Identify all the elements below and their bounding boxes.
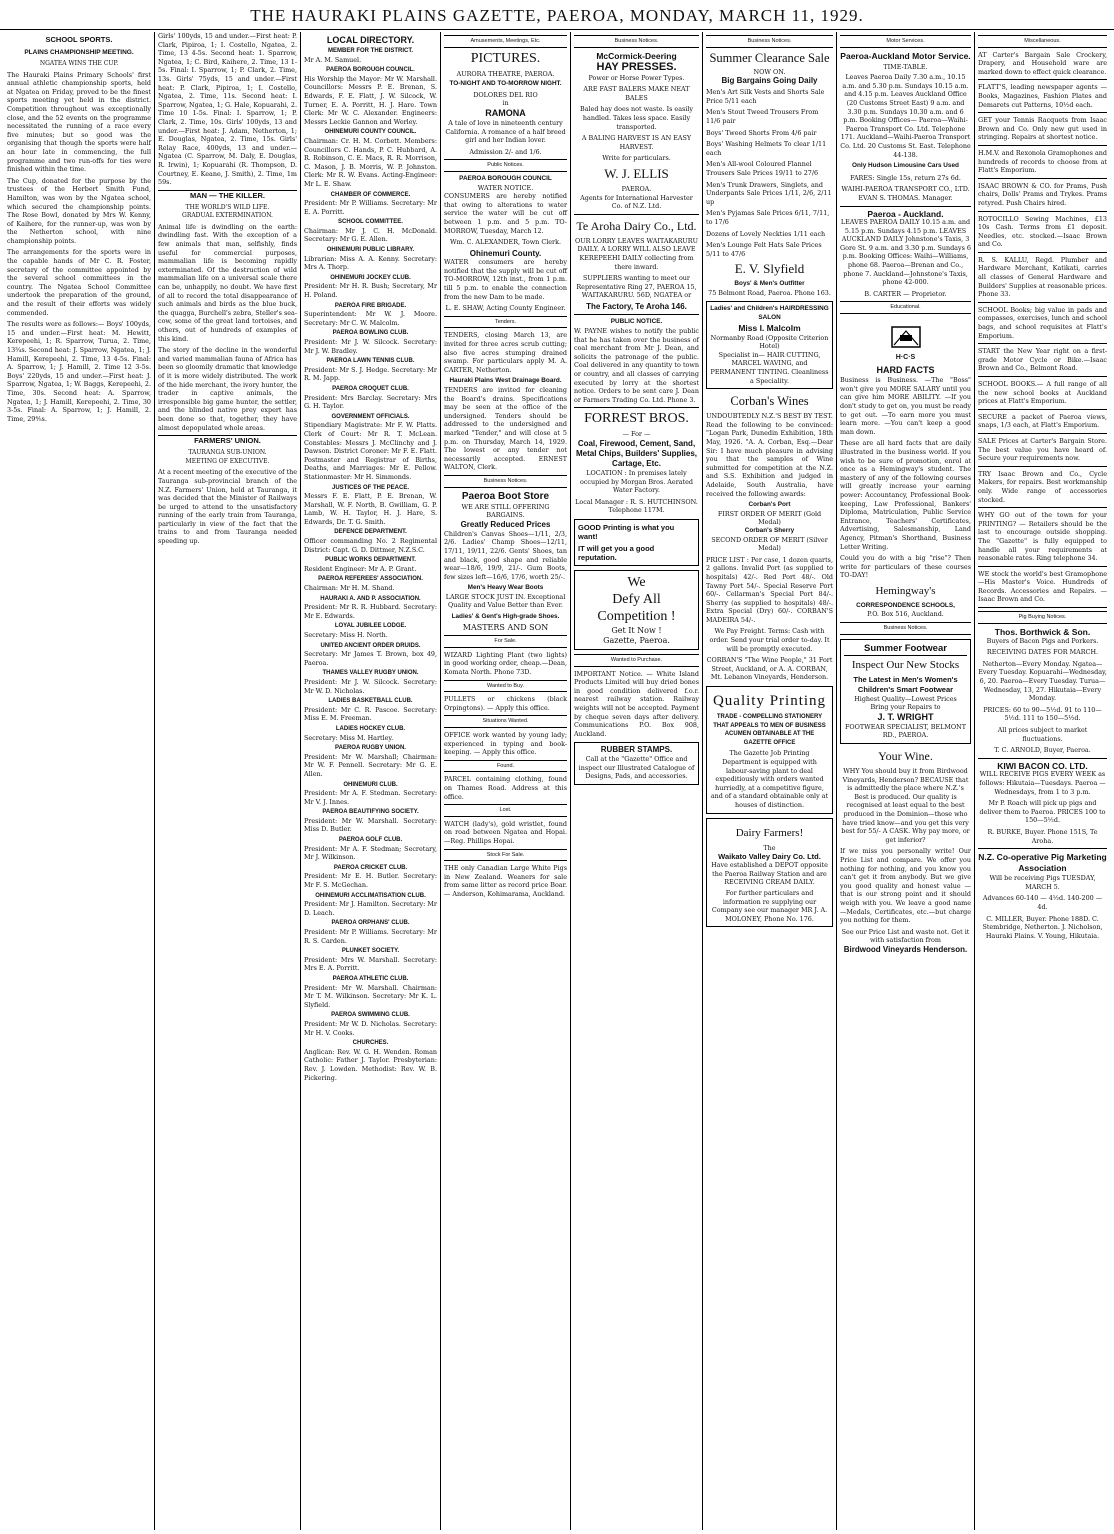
article-paragraph: The story of the decline in the wonderful and varied mammalian fauna of Africa has been so gloomily dramatic that knowledge of it is more widely distributed. The work of the hide merchant, the ivory hunter, the trader in captive animals, the irresponsible big game hunter, the settler, and the blinded native prey expert has been done so that, together, they have almost depopulated whole areas. [158,346,297,432]
ad-title: Thos. Borthwick & Son. [994,626,1091,637]
classified-item: R. S. KALLU, Regd. Plumber and Hardware Merchant, Katikati, carries all classes of General Hardware and Builders' Supplies at reasonable prices. Phone 33. [978,256,1107,303]
ad-text: Children's Canvas Shoes—1/11, 2/3, 2/6. Ladies' Champ Shoes—12/11, 17/11, 19/11, 22/6. Gents' Shoes, tan and black, good shape and reliable wear—18/6, 19/9, 21/-. Gum Boots, few sizes left—16/6, 17/6, worth 25/-. [444,529,567,581]
notice-title: Hauraki Plains West Drainage Board. [449,377,562,385]
ad-text: DOLORES DEL RIO [473,90,538,99]
directory-heading: OHINEMURI JOCKEY CLUB. [330,274,411,281]
classified-item: GET your Tennis Racquets from Isaac Brown and Co. Only new gut used in stringing. Repairs at shortest notice. [978,116,1107,146]
ad-text: PRICE LIST : Per case, 1 dozen quarts, 2 gallons. Invalid Port (as supplied to hospitals) 42/-. Red Port 48/-. Old Tawny Port 54/-. Special Reserve Port 60/-. Cellarman's Special Port 84/-. Sherry (as supplied to hospitals) 48/-. Extra Special (Dry) 60/-. CORBAN'S MADEIRA 54/-. [706,555,833,624]
column-business-2 [702,32,836,1530]
classified-text: IMPORTANT Notice. — White Island Products Limited will buy dried bones in good condition delivered f.o.r. nearest railway station. Railway weights will not be accepted. Payment by cheque seven days after delivery. Communications P.O. Box 908, Auckland. [574,669,699,738]
classified-text: PARCEL containing clothing, found on Thames Road. Address at this office. [444,775,567,801]
column-motor-educational [836,32,974,1530]
section-label: Tenders. [444,316,567,329]
directory-list [304,47,437,1082]
ad-title: Summer Footwear [844,643,967,656]
ad-pictures: PICTURES. [470,50,541,66]
directory-heading: PAEROA BOROUGH COUNCIL. [326,67,415,74]
article-paragraph: The Hauraki Plains Primary Schools' first annual athletic championship sports, held at Ngatea on Friday, proved to be the finest sports meeting yet held in the district. Competition throughout was exceptionally close, and the 52 events on the programme necessitated the running of a race every five minutes; but so good was the organising that though the sports were half an hour late in commencing, the full programme and two run-offs for ties were finished within the time. [7,70,151,174]
ad-text: See our Price List and waste not. Get it with satisfaction from [841,927,970,945]
ad-title: RUBBER STAMPS. [600,745,673,755]
ad-title: Quality Printing [712,693,827,710]
sale-item: Men's Lounge Felt Hats Sale Prices 5/11 to 47/6 [706,241,822,258]
section-label: Stock For Sale. [444,849,567,862]
newspaper-page [4,32,1110,1530]
ad-text: Get It Now ! [611,625,662,635]
directory-text: Resident Engineer: Mr A. P. Grant. [304,564,417,573]
ad-text: FARES: Single 15s, return 27s 6d. [850,173,961,182]
ad-text: The Factory, Te Aroha 146. [586,301,687,311]
ad-text: Call at the "Gazette" Office and inspect our Illustrated Catalogue of Designs, Pads, and accessories. [578,754,695,781]
classified-item: WE stock the world's best Gramophone—His Master's Voice. Hundreds of Records. Accessories and Repairs. — Isaac Brown and Co. [978,570,1107,608]
directory-heading: OHINEMURI PUBLIC LIBRARY. [326,247,415,254]
classified-item: START the New Year right on a first-grade Motor Cycle or Bike.—Isaac Brown and Co., Belmont Road. [978,347,1107,377]
ad-text: Ladies' and Children's HAIRDRESSING SALON [710,305,829,322]
notice-text: TENDERS are invited for cleaning the Board's drains. Specifications may be seen at the office of the undersigned. Tenders should be addressed to the undersigned and marked "Tender," and will close at 5 p.m. on Thursday, March 14, 1929. The lowest or any tender not necessarily accepted. ERNEST WALTON, Clerk. [444,386,567,472]
ad-text: LEAVES PAEROA DAILY 10.15 a.m. and 5.15 p.m. Sundays 4.15 p.m. LEAVES AUCKLAND DAILY Johnstone's Taxis, 3 Gore St. 9 a.m. and 3.30 p.m. Sundays 6 p.m. Booking Offices: Waihi—Williams, phone 68. Paeroa—Brenan and Co., phone 7. Auckland—Johnstone's Taxis, phone 42-000. [840,218,971,287]
ad-text: Write for particulars. [602,154,671,163]
ad-text: LARGE STOCK JUST IN. Exceptional Quality and Value Better than Ever. [445,592,566,610]
directory-heading: PAEROA BEAUTIFYING SOCIETY. [322,809,419,816]
section-label: Business Notices. [706,35,833,48]
article-paragraph: Animal life is dwindling on the earth: dwindling fast. With the exception of a few animals that man, selfishly, finds useful for commercial purposes, mammalian life is becoming rapidly exterminated. Of the destruction of wild mammalian life on a universal scale there can be, unhappily, no doubt. We have first of all to record the total disappearance of such animals and birds as the blue buck, the quagga, Burchell's zebra, Steller's sea-cow, some of the great land tortoises, and others, out of hundreds of examples of this kind. [158,222,297,343]
ad-text: SUPPLIERS wanting to meet our Representative Ring 27, PAEROA 15, WAITAKARURU. 56D, NGATEA or [576,274,697,300]
sale-list [706,88,833,258]
rubber-stamps-ad [574,742,699,784]
ad-text: The Gazette Job Printing Department is equipped with labour-saving plant to deal expeditiously with orders wanted hurriedly, at a competitive figure, and of a standard obtainable only at houses of distinction. [710,749,829,809]
directory-text: Secretary: Miss M. Hartley. [304,733,394,742]
ad-title: Corban's Wines [730,394,809,409]
ad-text: Gazette, Paeroa. [603,635,670,645]
ad-text: The Latest in Men's Women's Children's Smart Footwear [853,674,958,694]
ad-text: WAIHI-PAEROA TRANSPORT CO., LTD. [841,185,970,194]
article-title: SCHOOL SPORTS. [45,35,113,44]
ad-text: Big Bargains Going Daily [721,76,818,86]
directory-text: Librarian: Miss A. A. Kenny. Secretary: Mrs A. Thorp. [304,254,437,272]
ad-text: Men's Heavy Wear Boots [467,584,544,592]
sale-item: Men's All-wool Coloured Flannel Trousers Sale Prices 19/11 to 27/6 [706,160,819,177]
notice-text: CONSUMERS are hereby notified that owing to alterations to water service the water will be cut off between 1 p.m. and 5 p.m. TO-MORROW, Tuesday, March 12. [444,192,567,235]
ad-text: Could you do with a big "rise"? Then write for particulars of these courses TO-DAY! [840,554,971,580]
ad-text: RECEIVING DATES FOR MARCH. [986,648,1099,657]
sale-item: Men's Trunk Drawers, Singlets, and Underpants Sale Prices 1/11, 2/6, 2/11 up [706,180,832,206]
ad-text: All prices subject to market fluctuations. [997,726,1088,743]
ad-title: Summer Clearance Sale [709,50,830,65]
section-label: Business Notices. [444,475,567,488]
directory-text: Anglican: Rev. W. G. H. Wenden. Roman Catholic: Father J. Taylor. Presbyterian: Rev. J. Lowden. Methodist: Rev. W. B. Pickering. [304,1047,437,1082]
misc-list [978,51,1107,608]
ad-text: PAEROA. [621,184,652,193]
directory-heading: MEMBER FOR THE DISTRICT. [328,48,413,54]
ad-title: Birdwood Vineyards Henderson. [843,944,968,954]
ad-text: CORBAN'S "The Wine People," 31 Fort Street, Auckland, or A. A. CORBAN, Mt. Lebanon Vineyards, Henderson. [706,656,833,682]
ad-text: Baled hay does not waste. Is easily handled. Takes less space. Easily transported. [580,105,693,131]
section-label: Public Notices. [444,159,567,172]
classified-item: TRY Isaac Brown and Co., Cycle Makers, for repairs. Best workmanship only. Wide range of accessories stocked. [978,470,1107,508]
salon-ad [706,301,833,389]
hcs-crest-icon [886,317,926,351]
directory-text: President: Mr R. R. Hubbard. Secretary: Mr E. Edwards. [304,603,437,620]
hcs-logo [840,317,971,362]
directory-text: President: Mr A. F. Stedman; Secretary, Mr J. Wilkinson. [304,844,437,862]
section-label: Business Notices. [574,35,699,48]
classified-text: PULLETS or chickens (black Orpingtons). — Apply this office. [444,695,567,712]
classified-item: SCHOOL Books; big value in pads and compasses, exercises, lunch and school bags, and school requisites at Flatt's Emporium. [978,306,1107,344]
ad-text: TIME-TABLE. [883,62,928,71]
ad-text: Agents for International Harvester Co. of N.Z. Ltd. [580,193,693,211]
ad-title: Paeroa - Auckland. [867,208,944,219]
directory-heading: LADIES BASKETBALL CLUB. [328,698,413,705]
notice-title: PUBLIC NOTICE. [610,318,663,326]
ad-text: GOOD Printing is what you want! [578,522,675,541]
directory-text: Chairman: Cr. H. M. Corbett. Members: Councillors C. Hands, P. C. Hubbard, A. R. Robinson, C. E. Macs, R. R. Morrison, C. Mason, J. B. Morris, W. P. Johnston. Clerk: Mr R. W. Evans. Acting-Engineer: Mr L. E. Shaw. [304,136,437,188]
ad-text: Corban's Port [748,501,791,509]
ad-text: WHY You should buy it from Birdwood Vineyards, Henderson? BECAUSE that is admittedly the place where N.Z.'s Best is produced. Our quality is recognised at least equal to the best produced in the Dominion—those who have tried know—and you get this very best for 55/- A CASK. Why pay more, or get inferior? [841,767,970,844]
ad-text: UNDOUBTEDLY N.Z.'S BEST BY TEST. [706,412,833,421]
ad-title: KIWI BACON CO. LTD. [997,760,1088,771]
ad-text: TO-NIGHT AND TO-MORROW NIGHT. [449,80,562,88]
notice-text: Wm. C. ALEXANDER, Town Clerk. [449,238,562,247]
directory-heading: OHINEMURI ACCLIMATISATION CLUB. [315,892,426,899]
ad-title: McCormick-Deering [596,50,677,61]
classified-text: WIZARD Lighting Plant (two lights) in good working order, cheap.—Dean, Komata North. Phone 73D. [444,650,567,677]
ad-text: A tale of love in nineteenth century California. A romance of a half breed girl and her Indian lover. [445,118,566,145]
directory-text: President: Mr H. R. Bush; Secretary, Mr H. Poland. [304,282,437,300]
directory-text: President: Mr J. Hamilton. Secretary: Mr D. Leach. [304,900,437,917]
directory-heading: PAEROA ORPHANS' CLUB. [331,920,410,927]
directory-text: President: Mr P. Williams. Secretary: Mr R. S. Carden. [304,928,437,945]
directory-text: President: Mr S. J. Hedge. Secretary: Mr R. M. Japp. [304,365,437,383]
ad-text: LOCATION : In premises lately occupied by Morgan Bros. Aerated Water Factory. [579,469,694,495]
ad-text: If we miss you personally write! Our Price List and compare. We offer you nothing for nothing, and you know you can't get it from anybody. But we give you good quality and honest value — that is our strong point and it should weigh with you. We leave a good name—Medals, Certificates, etc.—but charge you nothing for them. [840,847,971,925]
article-subtitle: GRADUAL EXTERMINATION. [182,212,273,220]
directory-heading: PAEROA FIRE BRIGADE. [334,302,407,309]
ad-text: OUR LORRY LEAVES WAITAKARURU DAILY. A LORRY WILL ALSO LEAVE KEREPEEHI DAILY collecting from there inward. [575,236,698,271]
directory-heading: PAEROA BOWLING CLUB. [332,330,409,337]
ad-text: Greatly Reduced Prices [460,519,551,529]
ad-text: Defy All [612,591,661,607]
ad-text: IT will get you a good reputation. [578,543,655,562]
classified-text: OFFICE work wanted by young lady; experienced in typing and book-keeping. — Apply this office. [444,731,567,757]
ad-text: RAMONA [485,107,526,118]
directory-text: Messrs F. E. Flatt, P. E. Brenan, W. Marshall, W. F. North, B. Gwilliam, G. P. Lamb, W. H. Taylor, H. J. Hare, S. Edwards, Dr. T. G. Smith. [304,492,437,526]
directory-heading: OHINEMURI CLUB. [343,781,398,788]
ad-title: N.Z. Co-operative Pig Marketing Association [978,852,1107,874]
directory-heading: GOVERNMENT OFFICIALS. [331,413,410,420]
directory-text: President: Mrs W. Marshall. Secretary: Mrs E. A. Porritt. [304,955,437,973]
column-amusements [440,32,570,1530]
section-label: Lost. [444,804,567,817]
notice-text: W. PAYNE wishes to notify the public that he has taken over the business of coal merchant from Mr J. Dean, and solicits the patronage of the public. Coal delivered in any quantity to town or country, and all classes of carrying executed by lorry at the shortest notice. Orders to be sent care J. Dean or Farmers Trading Co. Ltd. Phone 3. [574,327,699,404]
ad-text: Inspect Our New Stocks [851,658,960,671]
ad-text: FOOTWEAR SPECIALIST, BELMONT RD., PAEROA. [844,722,966,740]
classified-item: SECURE a packet of Paeroa views, snaps, 1/3 each, at Flatt's Emporium. [978,413,1107,434]
ad-text: C. MILLER, Buyer. Phone 188D. C. Stembridge, Netherton. J. Nicholson, Hauraki Plains. V. Young, Hikutaia. [982,914,1103,940]
sale-item: Men's Stout Tweed Trousers From 11/6 pair [706,108,819,125]
ad-text: We [627,574,646,590]
notice-text: TENDERS, closing March 13, are invited for three acres scrub cutting; also five acres stumping drained swamp. For particulars apply M. A. CARTER, Netherton. [444,331,567,374]
ad-title: HARD FACTS [876,365,935,376]
classified-text: WATCH (lady's), gold wristlet, found on road between Ngatea and Hopai.—Reg. Phillips Hopai. [444,819,567,845]
classified-text: THE only Canadian Large White Pigs in New Zealand. Weaners for sale from same litter as record price Boar. — Anderson, Kohimarama, Auckland. [444,864,567,898]
ad-title: HAY PRESSES. [596,60,677,73]
ad-text: Netherton—Every Monday. Ngatea—Every Tuesday. Kopuarahi—Wednesday, 6, 20. Paeroa—Every Tuesday. Turua—Wednesday, 13, 27. Hikutaia—Every Monday. [978,659,1107,703]
sale-item: Men's Art Silk Vests and Shorts Sale Price 5/11 each [706,88,825,105]
ad-text: WILL RECEIVE PIGS EVERY WEEK as follows: Hikutaia—Tuesdays. Paeroa — Wednesdays, from 1 to 3 p.m. [979,770,1106,796]
directory-text: Officer commanding No. 2 Regimental District: Capt. G. D. Dittmer, N.Z.S.C. [304,537,437,554]
article-subtitle: MEETING OF EXECUTIVE. [185,457,270,465]
article-title: FARMERS' UNION. [158,435,297,446]
hcs-lettering: H·C·S [895,353,916,361]
ad-text: Local Manager : R. S. HUTCHINSON. Telephone 117M. [575,497,698,515]
ad-text: PRICES: 60 to 90—5½d. 91 to 110—5½d. 111 to 150—5½d. [983,705,1102,723]
ad-text: R. BURKE, Buyer. Phone 151S, Te Aroha. [987,827,1098,845]
ad-text: TRADE - COMPELLING STATIONERY THAT APPEALS TO MEN OF BUSINESS ACUMEN OBTAINABLE AT THE GAZETTE OFFICE [713,714,826,746]
directory-text: President: Mrs Barclay. Secretary: Mrs G. H. Taylor. [304,393,437,411]
ad-text: Normanby Road (Opposite Criterion Hotel) [710,333,829,351]
directory-heading: PUBLIC WORKS DEPARTMENT. [325,557,416,564]
directory-heading: PAEROA RUGBY UNION. [335,745,406,752]
directory-text: Superintendent: Mr W. J. Moore. Secretary: Mr C. W. Malcolm. [304,310,437,327]
ad-title: Paeroa-Auckland Motor Service. [840,50,971,61]
article-subtitle: TAURANGA SUB-UNION. [188,449,267,457]
ad-text: Business is Business. —The "Boss" won't give you MORE SALARY until you can give him MORE ABILITY. —If you don't study to get on, you must be ready to get out. —To earn more you must learn more. —You can't keep a good man down. [840,376,971,436]
ad-text: Have established a DEPOT opposite the Paeroa Railway Station and are RECEIVING CREAM DAILY. [711,861,828,887]
directory-text: Chairman: Mr J. C. H. McDonald. Secretary: Mr G. E. Allen. [304,226,437,244]
classified-item: SALE Prices at Carter's Bargain Store. The best value you have heard of. Secure your requirements now. [978,437,1107,467]
notice-text: L. E. SHAW, Acting County Engineer. [445,304,566,313]
section-label: Amusements, Meetings, Etc. [444,35,567,48]
ad-text: P.O. Box 516, Auckland. [867,610,944,619]
ad-text: Advances 60-140 — 4½d. 140-200 — 4d. [982,894,1103,911]
article-paragraph: At a recent meeting of the executive of the Tauranga sub-provincial branch of the N.Z. Farmers' Union, held at Tauranga, it was decided that the Minister of Railways be urged to attend to the unsatisfactory running of the early train from Tauranga, particularly in view of the fact that the trains to and from Tauranga needed speeding up. [158,468,297,546]
section-label: Wanted to Purchase. [574,654,699,667]
ad-text: NOW ON. [753,67,786,76]
classified-item: WHY GO out of the town for your PRINTING? — Retailers should be the last to encourage outside shopping. The "Gazette" is fully equipped to handle all your requirements at reasonable rates. Ring telephone 34. [978,511,1107,567]
directory-heading: OHINEMURI COUNTY COUNCIL. [324,129,417,136]
directory-heading: JUSTICES OF THE PEACE. [331,484,409,491]
ad-text: SECOND ORDER OF MERIT (Silver Medal) [711,535,828,553]
directory-heading: UNITED ANCIENT ORDER DRUIDS. [320,642,421,649]
article-subtitle: PLAINS CHAMPIONSHIP MEETING. [24,49,134,56]
ad-text: CORRESPONDENCE SCHOOLS, [856,601,955,609]
notice-text: WATER consumers are hereby notified that the supply will be cut off TO-MORROW, 12th inst., from 1 p.m. till 5 p.m. to enable the connection from the new Dam to be made. [444,258,567,301]
ad-text: Specialist in— HAIR CUTTING, MARCEL WAVING, and PERMANENT TINTING. Cleanliness a Speciality. [710,350,829,385]
column-school-sports [4,32,154,1530]
classified-item: H.M.V. and Rexonola Gramophones and hundreds of records to choose from at Flatt's Emporium. [978,149,1107,179]
article-subtitle: NGATEA WINS THE CUP. [39,60,119,67]
ad-title: Miss I. Malcolm [738,322,801,333]
directory-heading: HAURAKI A. AND P. ASSOCIATION. [320,595,421,602]
ad-text: WE ARE STILL OFFERING BARGAINS. [461,502,550,520]
directory-text: President: Mr W. Marshall; Chairman: Mr W. F. Pennell. Secretary: Mr G. E. Allen. [304,752,437,778]
ad-text: EVAN S. THOMAS. Manager. [858,193,953,202]
ad-text: The [763,843,776,852]
section-label: Miscellaneous. [978,35,1107,48]
column-results-articles [154,32,300,1530]
competition-ad [574,570,699,650]
directory-text: President: Mr C. R. Pascoe. Secretary: Miss E. M. Freeman. [304,705,437,723]
directory-heading: PAEROA GOLF CLUB. [338,837,403,844]
directory-text: President: Mr P. Williams. Secretary: Mr E. A. Porritt. [304,199,437,216]
ad-text: We Pay Freight. Terms: Cash with order. Send your trial order to-day. It will be promptly executed. [709,627,830,653]
directory-text: President: Mr J. W. Silcock. Secretary: Mr J. W. Bradley. [304,338,437,355]
directory-text: President: Mr A. F. Stedman. Secretary: Mr V. J. Innes. [304,789,437,806]
directory-heading: LOYAL JUBILEE LODGE. [334,623,407,630]
ad-text: Coal, Firewood, Cement, Sand, Metal Chips, Builders' Supplies, Cartage, Etc. [575,439,698,468]
ad-text: Buyers of Bacon Pigs and Porkers. [986,636,1099,645]
ad-title: J. T. WRIGHT [877,711,934,722]
column-local-directory [300,32,440,1530]
directory-heading: PLUNKET SOCIETY. [341,948,400,955]
ad-text: AURORA THEATRE, PAEROA. [456,69,555,78]
directory-heading: PAEROA REFEREES' ASSOCIATION. [318,576,423,583]
directory-text: President: Mr W. D. Nicholas. Secretary: Mr H. V. Cooks. [304,1019,437,1037]
directory-heading: PAEROA CROQUET CLUB. [332,385,409,392]
ad-text: Only Hudson Limousine Cars Used [852,162,959,170]
ad-text: Will be receiving Pigs TUESDAY, MARCH 5. [989,874,1096,891]
sale-item: Men's Pyjamas Sale Prices 6/11, 7/11, to 17/6 [706,209,830,226]
directory-text: Chairman: Mr H. M. Shand. [304,584,395,593]
ad-text: in [502,99,509,108]
section-label: For Sale. [444,635,567,648]
ad-text: Mr P. Roach will pick up pigs and deliver them to Paeroa. PRICES 100 to 150—5½d. [979,799,1106,825]
section-label: Motor Services. [840,35,971,48]
directory-text: Mr A. M. Samuel. [304,55,362,64]
article-subtitle: THE WORLD'S WILD LIFE. [185,203,270,211]
ad-text: Boys' & Men's Outfitter [734,280,805,288]
ad-text: Corban's Sherry [744,526,795,534]
directory-heading: SCHOOL COMMITTEE. [338,219,403,226]
article-paragraph: The arrangements for the sports were in the capable hands of Mr C. R. Foster, secretary of the committee appointed by the several school committees in the country. The Ngatea School Committee undertook the preparation of the ground, and the result of their efforts was widely commended. [7,248,151,317]
ad-text: MASTERS AND SON [462,622,549,632]
notice-title: PAEROA BOROUGH COUNCIL [459,174,552,182]
ad-text: These are all hard facts that are daily illustrated in the business world. If you wish to be sure of promotion, enrol at once as a Hemingway's student. The mastery of any of the following courses will greatly increase your earning power: Accountancy, Professional Book-keeping, Law Professional, Bankers' Diploma, Matriculation, Public Service Entrance, Teachers' Certificates, Advertising, Salesmanship, Land Agency, Pitman's Shorthand, Business Letter Writing. [840,439,971,551]
ad-title: Dairy Farmers! [735,826,804,839]
ad-text: B. CARTER — Proprietor. [864,289,947,298]
ad-title: FORREST BROS. [584,411,689,427]
ad-text: Competition ! [597,608,676,624]
ad-text: ARE FAST BALERS MAKE NEAT BALES [583,85,690,102]
ad-text: For further particulars and information re supplying our Company see our manager MR J. A. MOLONEY, Phone No. 176. [711,888,828,923]
directory-text: His Worship the Mayor: Mr W. Marshall. Councillors: Messrs P. E. Brenan, S. Edwards, F. E. Flatt, J. W. Silcock, W. Turner, E. A. Porritt, H. J. Hare. Town Clerk: Mr W. C. Alexander. Engineers: Messrs Leckie Gannon and Werley. [304,74,437,126]
classified-item: ROTOCILLO Sewing Machines, £13 10s Cash. Terms from £1 deposit. Needles, etc. stocked.—Isaac Brown and Co. [978,215,1107,253]
directory-heading: DEFENCE DEPARTMENT. [334,529,407,536]
directory-heading: PAEROA CRICKET CLUB. [333,864,408,871]
directory-heading: CHURCHES. [352,1040,389,1047]
section-label: Found. [444,760,567,773]
dairy-ad [706,818,833,928]
ad-title: Te Aroha Dairy Co., Ltd. [576,218,697,233]
ad-text: Power or Horse Power Types. [588,73,685,82]
masthead: THE HAURAKI PLAINS GAZETTE, PAEROA, MONDAY, MARCH 11, 1929. [0,0,1114,30]
directory-text: President: Mr W. Marshall. Chairman: Mr T. M. Wilkinson. Secretary: Mr K. L. Slyfield. [304,983,437,1009]
article-paragraph: Girls' 100yds, 15 and under.—First heat: P. Clark, Pipiroa, 1; I. Costello, Ngatea, 2. Time, 13 4-5s. Second heat: 1. Sparrow, Ngatea, 1; C. Bird, Kaihere, 2. Time, 13 1-5s. Final: I. Sparrow, 1; P. Clark, 2. Time, 13s. Girls' 75yds, 15 and under.—First heat: P. Clark, Pipiroa, 1; I. Costello, Ngatea, 2. Time, 11s. Second heat: I. Sparrow, Ngatea, 1; G. Hale, Kopuarahi, 2. Time 10 1-5s. Final: I. Sparrow, 1; P. Clark, 2. Time, 10s. Girls' 100yds, 13 and under.—First heat: J. Adam, Netherton, 1; E. Douglas, Ngatea, 2. Time, 15s. Girls' Relay Race, 400yds, 13 and under.—Ngatea (C. Sparrow, M. Daly, E. Douglas, R. Irwin), 1; Kopuarahi (R. Thompson, D. Courtney, E. Keane, J. Smith), 2. Time, 1m 59s. [158,32,297,187]
section-label: Educational. [840,301,971,314]
ad-title: Hemingway's [875,584,936,597]
ad-text: Leaves Paeroa Daily 7.30 a.m., 10.15 a.m. and 5.30 p.m. Sundays 10.15 a.m. and 4.15 p.m. Leaves Auckland Office (20 Customs Street East) 9 a.m. and 3.30 p.m. Sundays 10.30 a.m. and 6 p.m. Booking Offices— Paeroa—Waihi-Paeroa Transport Co. Ltd. Telephone 171. Auckland—Waihi-Paeroa Transport Co. Ltd. 20 Customs St. East. Telephone 44-138. [840,73,971,159]
classified-item: AT Carter's Bargain Sale Crockery, Drapery, and Household ware are marked down to effect quick clearance. [978,51,1107,81]
section-label: Situations Wanted. [444,715,567,728]
ad-title: W. J. ELLIS [604,165,669,181]
ad-title: Paeroa Boot Store [461,490,550,502]
directory-text: President: Mr W. Marshall. Secretary: Miss D. Butler. [304,816,437,834]
section-label: Business Notices. [840,622,971,635]
article-paragraph: The Cup, donated for the purpose by the trustees of the Herbert Smith Fund, Hamilton, was won by the Ngatea school, which secured the championship points. The Rose Bowl, donated by Mrs W. Kenny, of Kaihere, for the runner-up, was won by the Netherton school, with nine championship points. [7,176,151,245]
directory-heading: PAEROA ATHLETIC CLUB. [332,975,409,982]
ad-text: FIRST ORDER OF MERIT (Gold Medal) [717,509,822,527]
section-label: Pig Buying Notices. [978,611,1107,624]
directory-text: Secretary: Miss H. North. [304,631,388,639]
directory-heading: CHAMBER OF COMMERCE. [330,191,411,198]
ad-title: Your Wine. [878,749,933,764]
directory-text: President: Mr E. H. Butler. Secretary: Mr F. S. McGechan. [304,872,437,890]
ad-text: — For — [622,430,651,439]
ad-text: A BALING HARVEST IS AN EASY HARVEST. [581,134,692,151]
classified-item: FLATT'S, leading newspaper agents — Books, Magazines, Fashion Plates and Demarets cut Patterns, 10½d each. [978,83,1107,113]
ad-text: Bring your Repairs to [870,703,941,712]
ad-text: Admission 2/- and 1/6. [469,147,542,156]
ad-text: Read the following to be convinced: "Logan Park, Dunedin Exhibition, 18th May, 1926. "A. A. Corban, Esq.—Dear Sir: I have much pleasure in advising you that the samples of Wine submitted for competition at the N.Z. and S.S. Exhibition and judged in Adelaide, South Australia, have received the following awards: [706,420,833,498]
sale-item: Dozens of Lovely Neckties 1/11 each [706,229,826,238]
ad-text: Ladies' & Gent's High-grade Shoes. [451,613,560,621]
classified-item: ISAAC BROWN & CO. for Prams, Push chairs, Dolls' Prams and Trykes. Prams retyred. Push Chairs hired. [978,182,1107,212]
notice-title: Ohinemuri County. [469,248,542,258]
article-paragraph: The results were as follows:— Boys' 100yds, 15 and under.—First heat: M. Hewitt, Kerepeehi, 1; R. Sparrow, Turua, 2. Time, 13¾s. Second heat: J. Sparrow, Ngatea, 1; J. Hamill, Kerepeehi, 2. Time, 13 4-5s. Final: A. Sparrow, 1; J. Hamill, 2. Time 12 3-5s. Boys' 220yds, 15 and under.—First heat: J. Sparrow, Ngatea, 1; W. Baggs, Kerepeehi, 2. Time, 30s. Second heat: A. Sparrow, Ngatea, 1; J. Hamill, Kerepeehi, 2. Time, 30 3-5s. Final: A. Sparrow, 1; J. Hamill, 2. Time, 29⅘s. [7,320,151,423]
printing-ad [574,519,699,566]
directory-text: President: Mr J. W. Silcock. Secretary: Mr W. D. Nicholas. [304,677,437,695]
ad-text: Waikato Valley Dairy Co. Ltd. [718,852,821,862]
directory-text: Stipendiary Magistrate: Mr F. W. Platts. Clerk of Court: Mr R. T. McLean. Constables: Messrs J. McClinchy and J. Dawson. District Coroner: Mr F. E. Flatt. Postmaster and Registrar of Births, Deaths, and Marriages: Mr E. Pellow. Stationmaster: Mr H. Simmonds. [304,421,437,481]
notice-title: WATER NOTICE. [477,183,534,192]
directory-heading: THAMES VALLEY RUGBY UNION. [322,670,419,677]
directory-heading: PAEROA LAWN TENNIS CLUB. [326,358,415,365]
section-label: Wanted to Buy. [444,680,567,693]
ad-title: E. V. Slyfield [734,261,805,277]
footwear-ad [840,639,971,744]
quality-printing-ad [706,686,833,814]
ad-text: Highest Quality—Lowest Prices [854,694,957,703]
classified-item: SCHOOL BOOKS.— A full range of all the new school books at Auckland prices at Flatt's Emporium. [978,380,1107,410]
sale-item: Boys' Washing Helmets To clear 1/11 each [706,140,827,157]
article-title: MAN — THE KILLER. [158,190,297,201]
directory-text: Secretary: Mr James T. Brown, box 49, Paeroa. [304,650,437,667]
sale-item: Boys' Tweed Shorts From 4/6 pair [706,128,817,137]
ad-text: 75 Belmont Road, Paeroa. Phone 163. [708,288,831,297]
ad-text: T. C. ARNOLD, Buyer, Paeroa. [994,746,1091,755]
column-miscellaneous [974,32,1110,1530]
directory-heading: PAEROA SWIMMING CLUB. [331,1012,410,1019]
column-business-1 [570,32,702,1530]
directory-heading: LADIES HOCKEY CLUB. [335,725,406,732]
directory-title: LOCAL DIRECTORY. [326,35,415,45]
